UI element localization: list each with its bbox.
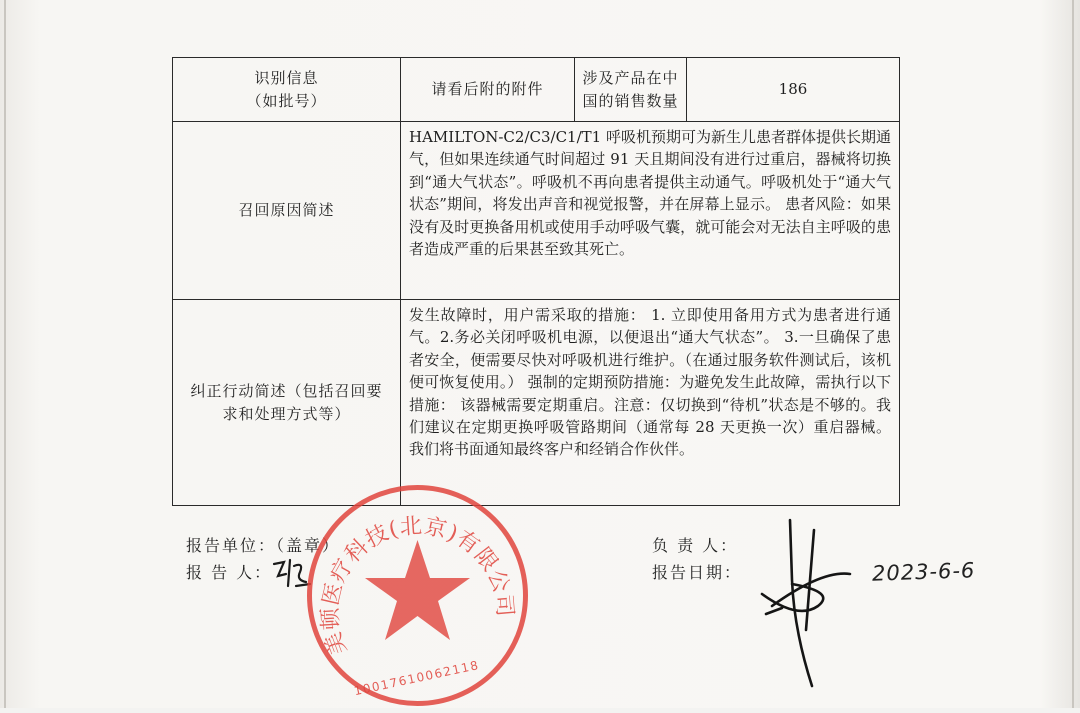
identification-label-cell xyxy=(173,58,401,122)
identification-value: 请看后附的附件 xyxy=(401,58,575,122)
identification-label-line2: （如批号） xyxy=(246,91,327,110)
recall-reason-label: 召回原因简述 xyxy=(173,122,401,300)
table-row-identification xyxy=(173,58,900,122)
sales-label-line2: 国的销售数量 xyxy=(582,91,679,110)
page-edge-left xyxy=(4,0,6,708)
corrective-action-label-line2: 求和处理方式等） xyxy=(222,404,351,423)
svg-text:10017610062118: 10017610062118 xyxy=(352,657,481,699)
sales-label-cell xyxy=(575,58,687,122)
sales-label-line1: 涉及产品在中 xyxy=(582,69,679,88)
responsible-person-label: 负 责 人： xyxy=(652,536,739,555)
reporter-label: 报 告 人： xyxy=(186,563,273,582)
corrective-action-label-line1: 纠正行动简述（包括召回要 xyxy=(190,382,383,401)
company-seal-stamp xyxy=(300,478,535,713)
page-edge-right xyxy=(1072,0,1074,708)
reporting-unit-label: 报告单位：（盖章） xyxy=(186,536,341,555)
report-date-label: 报告日期： xyxy=(652,563,743,582)
recall-reason-text: HAMILTON-C2/C3/C1/T1 呼吸机预期可为新生儿患者群体提供长期通气，但如果连续通气时间超过 91 天且期间没有进行过重启，器械将切换到“通大气状态”。呼吸机不再向患者提供主动通气。呼吸机处于“通大气状态”期间，将发出声音和视觉报警，并在屏幕上显示。 患者风险：如果没有及时更换备用机或使用手动呼吸气囊，就可能会对无法自主呼吸的患者造成严重的后果甚至致其死亡。 xyxy=(401,122,900,300)
responsible-person-signature xyxy=(752,510,857,695)
corrective-action-text: 发生故障时，用户需采取的措施： 1. 立即使用备用方式为患者进行通气。2.务必关闭呼吸机电源，以便退出“通大气状态”。 3.一旦确保了患者安全，便需要尽快对呼吸机进行维护。（在通过服务软件测试后，该机便可恢复使用。） 强制的定期预防措施：为避免发生此故障，需执行以下措施： 该器械需要定期重启。注意：仅切换到“待机”状态是不够的。我们建议在定期更换呼吸管路期间（通常每 28 天更换一次）重启器械。 我们将书面通知最终客户和经销合作伙伴。 xyxy=(401,300,900,506)
table-row-recall-reason xyxy=(173,122,900,300)
table-row-corrective-action xyxy=(173,300,900,506)
corrective-action-label-cell xyxy=(173,300,401,506)
svg-text:美顿医疗科技(北京)有限公司: 美顿医疗科技(北京)有限公司 xyxy=(317,513,518,659)
recall-info-table xyxy=(172,57,900,506)
identification-label-line1: 识别信息 xyxy=(254,69,319,88)
sales-quantity-value: 186 xyxy=(687,58,900,122)
report-date-handwritten: 2023-6-6 xyxy=(871,558,976,586)
